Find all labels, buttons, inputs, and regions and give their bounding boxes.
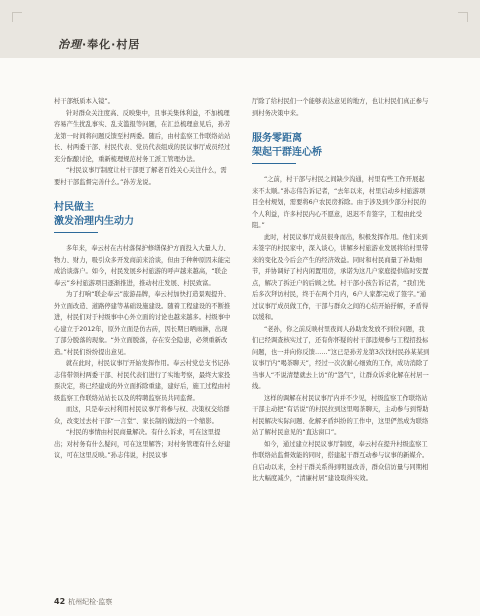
paragraph: 针对群众关注度高、反映集中，且事关集体利益，不加梳理容易产生扰乱事实、乱支滥报等问题，在汇总梳理意见后，孙芳龙第一时间将问题反馈至村两委。随后，由村监察工作联络站站长、村两委干部、村民代表、党员代表组成的民议事厅成员经过充分酝酿讨论，重新梳理规范村务工派工管理办法。 (54, 109, 231, 163)
paragraph: “之前，村干部与村民之间缺少沟通，村里有些工作开展起来不太顺。”孙志伟告诉记者，“去年以来，村里启动乡村旅游项目全村规划，需要将6户农民房拆除。由于涉及到少部分村民的个人利益，许多村民内心不愿意，迟迟不肯签字，工程由此受阻。” (252, 176, 427, 229)
heading-rule (252, 163, 296, 164)
column-left (54, 96, 232, 462)
paragraph: 村干部纸质本入镜”。 (54, 98, 114, 105)
paragraph: “老孙，你之前反映村里夜间人孙助发发放不到位问题，我们已经调查核实过了，还有你怀疑的村干部违规参与工程招投标问题，也一并向你反馈……”这已是孙芳龙第3次找村民孙某某到议事厅内“喝茶聊天”，经过一次次耐心细致的工作，成功消除了当事人“不说清楚就去上访”的“怨气”，让群众诉求化解在村居一线。 (252, 325, 430, 390)
crop-mark (458, 12, 468, 22)
paragraph: “村民议事厅制度让村干部更了解老百姓关心关注什么，需要村干部监督完善什么。”孙芳龙说。 (54, 167, 227, 186)
page-number: 42 (54, 597, 66, 606)
paragraph: 就在此时，村民议事厅开始发挥作用。奉云村党总支书记孙志伟带领村两委干部、村民代表们进行了实地考察，最终大家投票决定，将已经建成的外立面拆除重建，建好后，施工过程由村级监察工作联络站站长以及的特聘监察员共同监督。 (54, 360, 231, 402)
section-heading-line2: 架起干群连心桥 (252, 147, 322, 158)
paragraph: 此时，村民议事厅成员很身而出，积极发挥作用。他们来到未签字的村民家中，深入谈心，讲解乡村旅游业发展将给村里带来的变化及今后会产生的经济效益。同时和村民商量了补助细节，并协调好了村内闲置用房，承诺为这几户家庭提供临时安置点，解决了拆迁户的后顾之忧。村干部小孩告诉记者，“我们先后多次拜访村民，终于在两个月内，6户人家都完成了签字。”通过议事厅成员做工作，干部与群众之间的心结开始抒解，矛盾得以缓和。 (252, 233, 429, 321)
paragraph: “村民的事情由村民商量解决。有什么诉求，可在这里提出；对村务有什么疑问，可在这里解答；对村务管理有什么好建议，可在这里反映。”孙志伟说，村民议事 (54, 429, 231, 459)
paragraph: 厅除了给村民们一个能够表达意见的地方，也让村民们真正参与到村务决策中来。 (252, 98, 429, 117)
section-heading-line1: 村民做主 (54, 202, 94, 213)
paragraph: 而这，只是奉云村利用村民议事厅将参与权、决策权交给群众，改变过去村干部“一言堂”、家长制的做法的一个缩影。 (54, 406, 230, 425)
page-footer (54, 597, 112, 607)
paragraph: 这样的调解在村民议事厅内并不少见，村级监察工作联络站干部主动把“有话说”的村民拉到这里喝茶聊天，主动参与到帮助村民解决实际问题、化解矛盾纠纷的工作中，这里俨然成为联络站了解村民意见的“直达窗口”。 (252, 394, 429, 436)
heading-rule (54, 232, 98, 233)
section-heading (54, 201, 232, 233)
section-heading (252, 132, 430, 164)
magazine-name: 杭州纪检·监察 (68, 598, 113, 606)
section-heading-line2: 激发治理内生动力 (54, 216, 134, 227)
crop-mark (12, 12, 22, 22)
header-brand: 治理 (58, 38, 82, 51)
section-header (58, 36, 140, 52)
paragraph: 为了打响“联企奉云”旅游品牌，奉云村加快打造景观提升、外立面改造、道路停建等基础设施建设。随着工程建设的不断推进，村民们对于村级事中心外立面的讨论也越来越多。村级事中心建立于2012年，原外立面是仿古砖，因长期日晒雨淋，出现了部分脱落的现象。“外立面脱落，存在安全隐患，必须重新改造。”村民们纷纷提出意见。 (54, 291, 231, 356)
paragraph: 如今，通过建立村民议事厅制度，奉云村在提升村级监察工作联络站监督效能的同时，搭建起干群互动参与议事的新媒介。自启动以来，全村干群关系得到明显改善，群众信访量与同期相比大幅度减少，“清廉村居”建设取得实效。 (252, 440, 429, 482)
section-heading-line1: 服务零距离 (252, 133, 302, 144)
paragraph: 多年来，奉云村在古村落保护修缮保护方面投入大量人力、物力、财力，吸引众多开发商前来洽谈，但由于种种原因未能完成洽谈落户。如今，村民发展乡村旅游的呼声越来越高，“联企奉云”乡村旅游项目逐渐推进，推动村庄发展、村民致富。 (54, 245, 231, 287)
column-right (252, 96, 430, 485)
header-title: ·奉化·村居 (82, 38, 141, 51)
